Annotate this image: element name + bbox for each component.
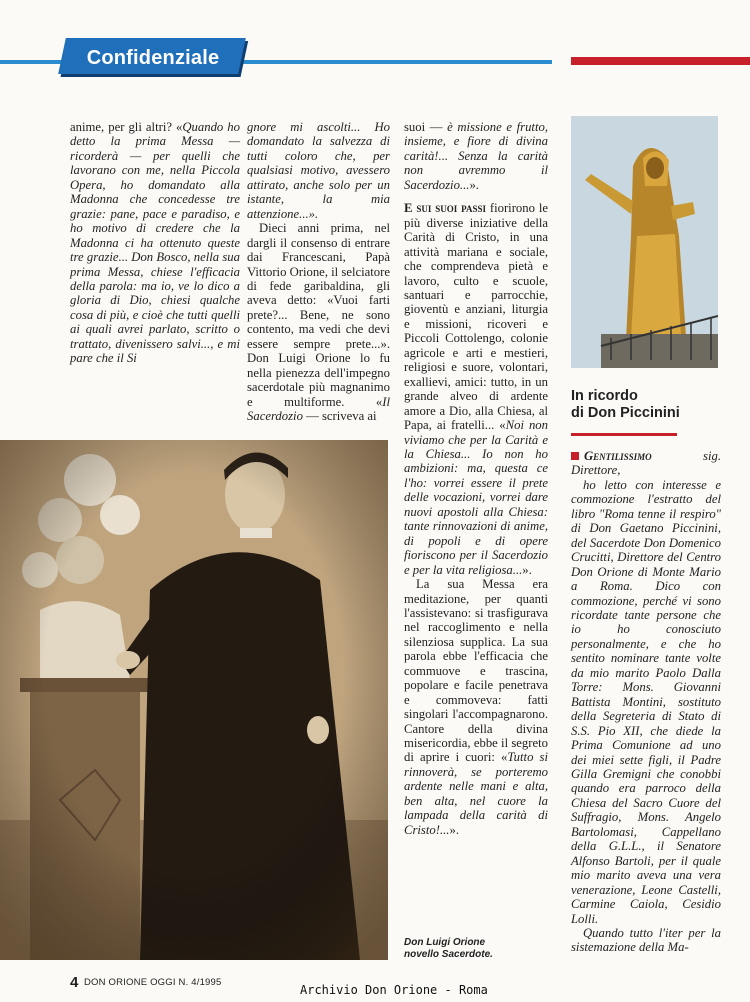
col1-paragraph: anime, per gli altri? «Quando ho detto la prima Messa — ricorderà — per quelli che lavorano con me, nella Piccola Opera, ho domandato alla Madonna che concedesse tre grazie: pane, pace e paradiso, e ho motivo di credere che la Madonna ci ha ottenuto queste tre grazie... Don Bosco, nella sua prima Messa, chiese l'efficacia della parola: ma io, ve lo dico a gloria di Dio, chiesi qualche cosa di più, e cioè che tutti quelli ai quali avrei parlato, scritto o trattato, divenissero salvi..., e mi pare che il Si [70,120,240,366]
col3-paragraph-3: La sua Messa era meditazione, per quanti l'assistevano: si trasfigurava nel raccoglimento e nella silenziosa supplica. La sua parola ebbe l'efficacia che commuove e trascina, popolare e facile penetrava e commoveva: fatti singolari l'accompagnarono. Cantore della divina misericordia, ebbe il segreto di aprire i cuori: «Tutto si rinnoverà, se porteremo ardente nelle mani e alta, ben alta, nel cuore la lampada della carità di Cristo!...». [404,577,548,837]
col3-paragraph-1: suoi — è missione e frutto, insieme, e fiore di divina carità!... Senza la carità non avremmo il Sacerdozio...». [404,120,549,192]
statue-photo [571,116,718,368]
portrait-photo [0,440,388,960]
red-square-bullet [571,452,579,460]
page-number: 4 [70,974,79,991]
col2-paragraph-2: Dieci anni prima, nel dargli il consenso di entrare dai Francescani, Papà Vittorio Orione, il selciatore di fede garibaldina, gli aveva detto: «Vuoi farti prete?... Bene, ne sono contento, ma vedi che devi essere sempre prete...». Don Luigi Orione lo fu nella pienezza dell'impegno sacerdotale più magnanimo e multiforme. «Il Sacerdozio — scriveva ai [247,221,390,424]
letter-body-1: ho letto con interesse e commozione l'estratto del libro "Roma tenne il respiro" di Don Gaetano Piccinini, del Sacerdote Don Domenico Crucitti, Direttore del Centro Don Orione di Monte Mario a Roma. Dico con commozione, perché vi sono ricordate tante persone che io ho conosciuto personalmente, e che ho sentito nominare tante volte da mio marito Paolo Dalla Torre: Mons. Giovanni Battista Montini, sostituto della Segreteria di Stato di S.S. Pio XII, che diede la Prima Comunione ad uno dei miei sette figli, il Padre Gilla Gremigni che conobbi quando era parroco della Chiesa del Sacro Cuore del Suffragio, Mons. Angelo Bartolomasi, Cappellano della G.L.L., il Senatore Alfonso Bartoli, per il quale mio marito aveva una vera venerazione, Leone Castelli, Carmine Caiola, Cesidio Lolli. [571,477,721,926]
article-column-1 [70,120,240,366]
letter-salutation: Gentilissimo sig. Direttore, [571,449,721,478]
letter-body-2: Quando tutto l'iter per la sistemazione della Ma- [571,925,721,955]
archive-watermark: Archivio Don Orione - Roma [300,983,488,997]
magazine-issue: DON ORIONE OGGI N. 4/1995 [84,977,222,988]
photo-caption: Don Luigi Orione novello Sacerdote. [404,937,493,960]
article-column-2 [247,120,390,424]
header-rule-red [571,57,750,65]
sidebar-title: In ricordo di Don Piccinini [571,388,680,421]
sidebar-letter [571,449,721,955]
sidebar-rule [571,433,677,436]
portrait-illustration [0,440,388,960]
statue-illustration [571,116,718,368]
section-title: Confidenziale [86,47,220,69]
article-column-3 [404,120,548,837]
col2-paragraph-1: gnore mi ascolti... Ho domandato la salvezza di tutti coloro che, per qualsiasi motivo, avessero attirato, anche solo per un istante, la mia attenzione...». [247,120,390,221]
col3-paragraph-2: E sui suoi passi fiorirono le più diverse iniziative della Carità di Cristo, in una attività mariana e sociale, che comprendeva pietà e lavoro, culto e scuole, santuari e parrocchie, gioventù e anziani, liturgia e missioni, ricoveri e Piccoli Cottolengo, colonie agricole e arti e mestieri, religiosi e suore, volontari, exallievi, amici: tutto, in un grande alveo di ardente amore a Dio, alla Chiesa, al Papa, ai fratelli... «Noi non viviamo che per la Carità e la Chiesa... Io non ho ambizioni: ma, questa ce l'ho: vorrei essere il prete delle vocazioni, vorrei dare nuovi apostoli alla Chiesa: tante rinnovazioni di anime, di popoli e di opere fioriscono per il Sacerdozio e per la vita religiosa...». [404,201,548,577]
